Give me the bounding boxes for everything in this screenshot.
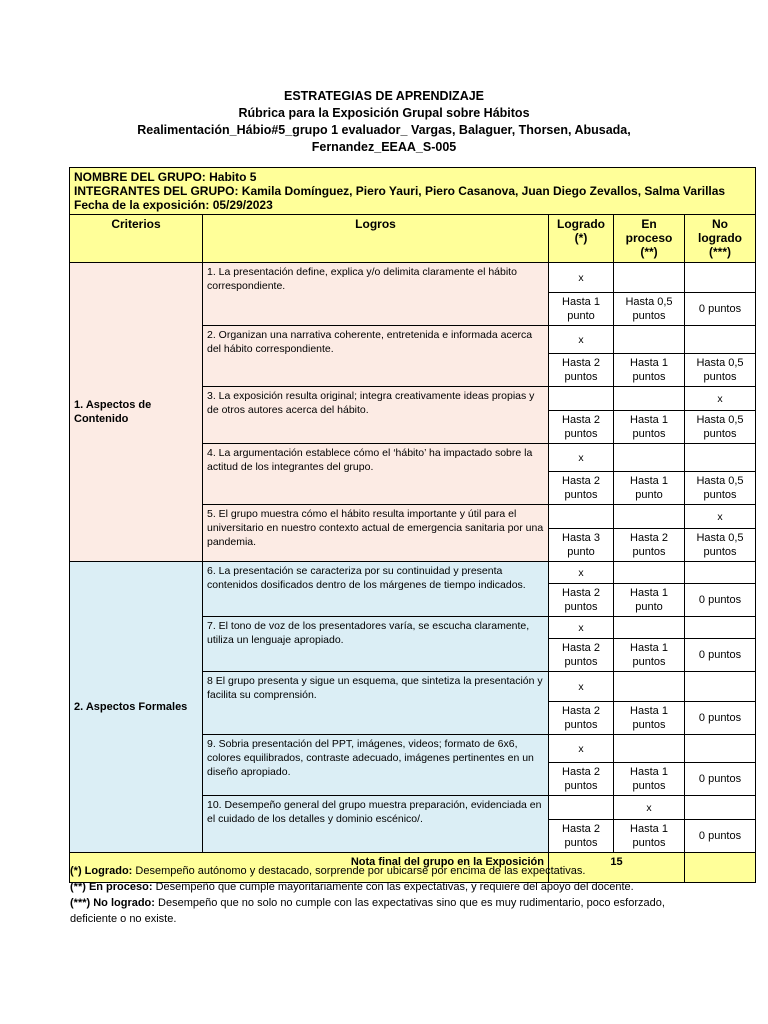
mark-cell (614, 617, 685, 639)
col-logros: Logros (203, 215, 549, 263)
mark-cell (685, 326, 756, 354)
criterion-row (70, 562, 756, 584)
mark-cell: x (549, 672, 614, 702)
score-cell: 0 puntos (685, 639, 756, 672)
score-cell: Hasta 2 puntos (549, 472, 614, 505)
score-cell: Hasta 2 puntos (549, 820, 614, 853)
col-logrado: Logrado (*) (549, 215, 614, 263)
achievement-text: 5. El grupo muestra cómo el hábito resulta importante y útil para el universitario en nuestro contexto actual de emergencia sanitaria por una pandemia. (203, 505, 549, 562)
mark-cell (685, 796, 756, 820)
achievement-text: 6. La presentación se caracteriza por su continuidad y presenta contenidos dosificados dentro de los márgenes de tiempo indicados. (203, 562, 549, 617)
score-cell: Hasta 1 puntos (614, 354, 685, 387)
mark-cell (614, 505, 685, 529)
mark-cell (614, 735, 685, 763)
score-cell: Hasta 0,5 puntos (685, 354, 756, 387)
group-name: NOMBRE DEL GRUPO: Habito 5 (74, 170, 257, 184)
score-cell: Hasta 0,5 puntos (614, 293, 685, 326)
score-cell: Hasta 1 puntos (614, 639, 685, 672)
criterion-row (70, 263, 756, 293)
mark-cell: x (549, 562, 614, 584)
note-en-proceso: (**) En proceso: Desempeño que cumple mayoritariamente con las expectativas, y requiere del apoyo del docente. (70, 881, 634, 893)
achievement-text: 10. Desempeño general del grupo muestra preparación, evidenciada en el cuidado de los detalles y dominio escénico/. (203, 796, 549, 853)
mark-cell: x (685, 387, 756, 411)
document-header (0, 88, 768, 156)
score-cell: Hasta 1 puntos (614, 702, 685, 735)
mark-cell: x (685, 505, 756, 529)
score-cell: Hasta 2 puntos (549, 354, 614, 387)
mark-cell (685, 672, 756, 702)
col-en-proceso: En proceso (**) (614, 215, 685, 263)
mark-cell (685, 263, 756, 293)
mark-cell (549, 796, 614, 820)
mark-cell: x (549, 263, 614, 293)
achievement-text: 8 El grupo presenta y sigue un esquema, que sintetiza la presentación y facilita su comprensión. (203, 672, 549, 735)
score-cell: Hasta 2 puntos (549, 584, 614, 617)
document-file-line: Realimentación_Hábio#5_grupo 1 evaluador_ Vargas, Balaguer, Thorsen, Abusada, Fernandez_EEAA_S-005 (137, 123, 631, 154)
score-cell: 0 puntos (685, 584, 756, 617)
mark-cell (549, 387, 614, 411)
mark-cell (614, 263, 685, 293)
mark-cell (614, 444, 685, 472)
score-cell: Hasta 0,5 puntos (685, 529, 756, 562)
rubric-table (69, 167, 756, 883)
mark-cell (685, 562, 756, 584)
column-header-row (70, 215, 756, 263)
score-cell: 0 puntos (685, 702, 756, 735)
score-cell: 0 puntos (685, 820, 756, 853)
note-no-logrado: (***) No logrado: Desempeño que no solo no cumple con las expectativas sino que es muy rudimentario, poco esforzado, deficiente o no existe. (70, 897, 665, 925)
document-title: ESTRATEGIAS DE APRENDIZAJE (283, 89, 485, 103)
mark-cell (685, 617, 756, 639)
total-label: Nota final del grupo en la Exposición (70, 853, 549, 883)
mark-cell (614, 387, 685, 411)
score-cell: Hasta 1 punto (614, 472, 685, 505)
mark-cell: x (549, 444, 614, 472)
mark-cell (685, 735, 756, 763)
mark-cell (614, 326, 685, 354)
score-cell: Hasta 3 punto (549, 529, 614, 562)
document-subtitle: Rúbrica para la Exposición Grupal sobre Hábitos (238, 106, 530, 120)
achievement-text: 4. La argumentación establece cómo el ‘hábito’ ha impactado sobre la actitud de los integrantes del grupo. (203, 444, 549, 505)
presentation-date: Fecha de la exposición: 05/29/2023 (74, 198, 273, 212)
section-label: 1. Aspectos de Contenido (70, 263, 203, 562)
score-cell: Hasta 0,5 puntos (685, 472, 756, 505)
col-no-logrado: No logrado (***) (685, 215, 756, 263)
score-cell: Hasta 1 punto (549, 293, 614, 326)
score-cell: Hasta 0,5 puntos (685, 411, 756, 444)
score-cell: Hasta 2 puntos (549, 702, 614, 735)
score-cell: Hasta 2 puntos (549, 639, 614, 672)
score-cell: Hasta 2 puntos (549, 763, 614, 796)
score-cell: 0 puntos (685, 293, 756, 326)
mark-cell: x (549, 735, 614, 763)
score-cell: Hasta 2 puntos (549, 411, 614, 444)
mark-cell (614, 672, 685, 702)
legend-notes (70, 863, 710, 927)
total-value: 15 (549, 853, 685, 883)
note-logrado: (*) Logrado: Desempeño autónomo y destacado, sorprende por ubicarse por encima de las expectativas. (70, 865, 586, 877)
mark-cell: x (549, 617, 614, 639)
col-criterios: Criterios (70, 215, 203, 263)
mark-cell (549, 505, 614, 529)
mark-cell: x (614, 796, 685, 820)
section-label: 2. Aspectos Formales (70, 562, 203, 853)
achievement-text: 2. Organizan una narrativa coherente, entretenida e informada acerca del hábito correspondiente. (203, 326, 549, 387)
score-cell: Hasta 1 puntos (614, 411, 685, 444)
achievement-text: 1. La presentación define, explica y/o delimita claramente el hábito correspondiente. (203, 263, 549, 326)
achievement-text: 3. La exposición resulta original; integra creativamente ideas propias y de otros autores acerca del hábito. (203, 387, 549, 444)
mark-cell: x (549, 326, 614, 354)
score-cell: Hasta 2 puntos (614, 529, 685, 562)
mark-cell (614, 562, 685, 584)
score-cell: 0 puntos (685, 763, 756, 796)
achievement-text: 7. El tono de voz de los presentadores varía, se escucha claramente, utiliza un lenguaje apropiado. (203, 617, 549, 672)
score-cell: Hasta 1 puntos (614, 820, 685, 853)
group-info-row (70, 168, 756, 215)
score-cell: Hasta 1 punto (614, 584, 685, 617)
score-cell: Hasta 1 puntos (614, 763, 685, 796)
achievement-text: 9. Sobria presentación del PPT, imágenes, videos; formato de 6x6, colores equilibrados, contraste adecuado, imágenes pertinentes en un diseño apropiado. (203, 735, 549, 796)
group-members: INTEGRANTES DEL GRUPO: Kamila Domínguez, Piero Yauri, Piero Casanova, Juan Diego Zevallos, Salma Varillas (74, 184, 726, 198)
mark-cell (685, 444, 756, 472)
